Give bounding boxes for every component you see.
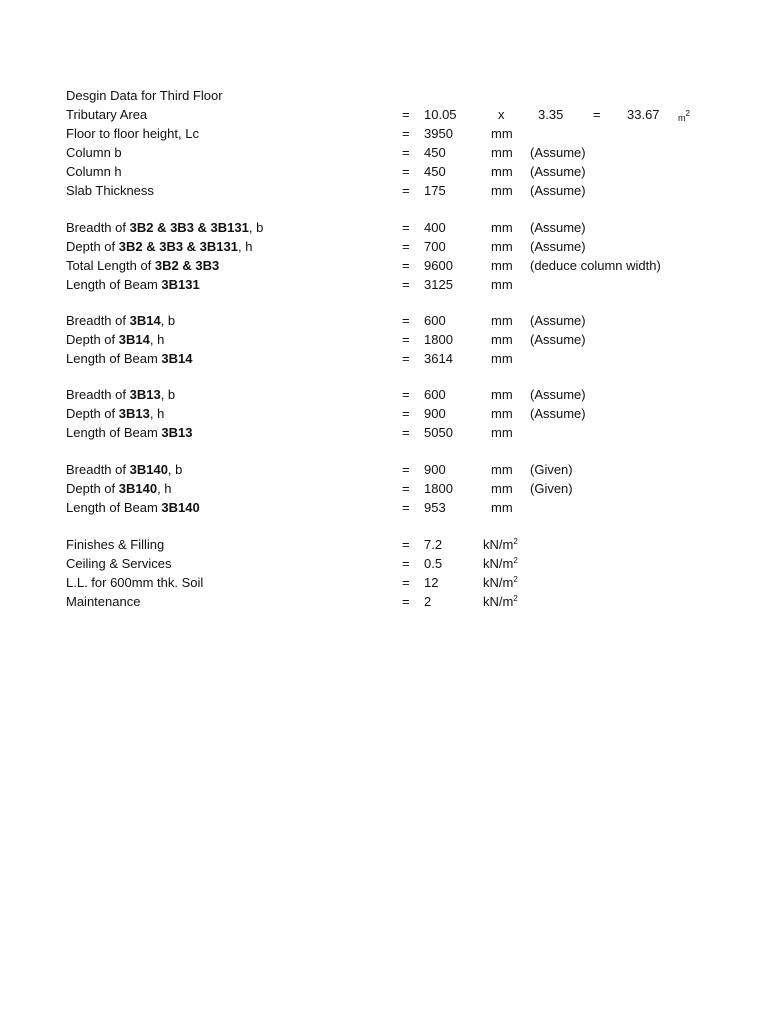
row-unit: mm <box>491 239 513 254</box>
row-note: (Given) <box>530 462 573 477</box>
load-unit: $kN/m^2$ <box>483 594 518 609</box>
row-label <box>66 313 175 329</box>
label-text: Length of Beam <box>66 277 162 292</box>
beam-id: 3B140 <box>129 462 168 477</box>
equals-sign: = <box>402 277 410 292</box>
row-value: 400 <box>424 220 446 235</box>
beam-id: 3B14 <box>118 332 150 347</box>
load-row <box>0 594 768 612</box>
row-note: (Assume) <box>530 387 586 402</box>
row-label <box>66 425 192 441</box>
beam-id: 3B2 & 3B3 & 3B131 <box>118 239 238 254</box>
equals-sign-2: = <box>593 107 601 122</box>
row-unit: mm <box>491 425 513 440</box>
row-label <box>66 258 219 274</box>
equals-sign: = <box>402 537 410 552</box>
beam-id: 3B14 <box>161 351 193 366</box>
label-text: Column b <box>66 145 122 160</box>
label-text: Length of Beam <box>66 500 162 515</box>
row-value: 3614 <box>424 351 453 366</box>
beam-id: 3B131 <box>161 277 200 292</box>
row-note: (Assume) <box>530 313 586 328</box>
equals-sign: = <box>402 500 410 515</box>
row-unit: mm <box>491 500 513 515</box>
equals-sign: = <box>402 183 410 198</box>
equals-sign: = <box>402 351 410 366</box>
equals-sign: = <box>402 332 410 347</box>
row-value: 700 <box>424 239 446 254</box>
row-unit: mm <box>491 258 513 273</box>
load-label: Maintenance <box>66 594 141 609</box>
row-unit: mm <box>491 351 513 366</box>
data-row <box>0 145 768 163</box>
equals-sign: = <box>402 258 410 273</box>
data-row <box>0 387 768 405</box>
row-note: (Given) <box>530 481 573 496</box>
data-row <box>0 500 768 518</box>
label-text: Depth of <box>66 239 119 254</box>
data-row <box>0 481 768 499</box>
label-text: Slab Thickness <box>66 183 154 198</box>
row-unit: mm <box>491 277 513 292</box>
row-unit: mm <box>491 164 513 179</box>
label-suffix: , b <box>160 387 176 402</box>
label-suffix: , h <box>238 239 253 254</box>
data-row <box>0 332 768 350</box>
load-label: L.L. for 600mm thk. Soil <box>66 575 204 590</box>
row-unit: mm <box>491 126 513 141</box>
beam-id: 3B13 <box>118 406 150 421</box>
equals-sign: = <box>402 406 410 421</box>
load-value: 12 <box>424 575 439 590</box>
load-row <box>0 556 768 574</box>
row-note: (deduce column width) <box>530 258 661 273</box>
row-label <box>66 277 200 293</box>
row-unit: mm <box>491 220 513 235</box>
equals-sign: = <box>402 313 410 328</box>
equals-sign: = <box>402 481 410 496</box>
row-unit: mm <box>491 313 513 328</box>
beam-id: 3B140 <box>161 500 200 515</box>
load-label: Finishes & Filling <box>66 537 165 552</box>
row-unit: mm <box>491 387 513 402</box>
beam-id: 3B140 <box>118 481 158 496</box>
row-unit: mm <box>491 462 513 477</box>
row-note: (Assume) <box>530 183 586 198</box>
row-label: Tributary Area <box>66 107 148 122</box>
equals-sign: = <box>402 107 410 122</box>
row-value: 5050 <box>424 425 453 440</box>
document-title: Desgin Data for Third Floor <box>66 88 223 103</box>
tributary-area-row <box>0 107 768 125</box>
label-suffix: , h <box>149 406 165 421</box>
label-suffix: , b <box>167 462 183 477</box>
label-text: Depth of <box>66 332 119 347</box>
load-value: 7.2 <box>424 537 443 552</box>
beam-id: 3B2 & 3B3 & 3B131 <box>129 220 249 235</box>
equals-sign: = <box>402 220 410 235</box>
row-label <box>66 500 200 516</box>
load-row <box>0 575 768 593</box>
label-text: Length of Beam <box>66 351 162 366</box>
row-unit: mm <box>491 481 513 496</box>
row-label <box>66 332 164 348</box>
row-value: 1800 <box>424 332 453 347</box>
load-unit: $kN/m^2$ <box>483 556 518 571</box>
row-note: (Assume) <box>530 164 586 179</box>
data-row <box>0 183 768 201</box>
beam-id: 3B2 & 3B3 <box>154 258 220 273</box>
equals-sign: = <box>402 425 410 440</box>
label-suffix: , h <box>157 481 172 496</box>
label-text: Breadth of <box>66 313 130 328</box>
equals-sign: = <box>402 556 410 571</box>
label-text: Breadth of <box>66 387 130 402</box>
equals-sign: = <box>402 462 410 477</box>
result-value: 33.67 <box>627 107 660 122</box>
row-value: 900 <box>424 462 446 477</box>
load-unit: $kN/m^2$ <box>483 537 518 552</box>
row-note: (Assume) <box>530 332 586 347</box>
equals-sign: = <box>402 239 410 254</box>
row-label <box>66 220 263 236</box>
beam-id: 3B14 <box>129 313 161 328</box>
row-value: 3125 <box>424 277 453 292</box>
label-suffix: , b <box>160 313 176 328</box>
row-note: (Assume) <box>530 239 586 254</box>
row-value: 953 <box>424 500 446 515</box>
row-value: 600 <box>424 313 446 328</box>
times-sign: x <box>498 107 505 122</box>
row-label <box>66 406 164 422</box>
data-row <box>0 258 768 276</box>
row-label <box>66 164 122 180</box>
data-row <box>0 462 768 480</box>
equals-sign: = <box>402 164 410 179</box>
row-value: 175 <box>424 183 446 198</box>
label-text: Depth of <box>66 481 119 496</box>
row-note: (Assume) <box>530 145 586 160</box>
beam-id: 3B13 <box>129 387 161 402</box>
row-value: 450 <box>424 145 446 160</box>
data-row <box>0 351 768 369</box>
load-value: 0.5 <box>424 556 443 571</box>
row-unit: mm <box>491 332 513 347</box>
load-label: Ceiling & Services <box>66 556 172 571</box>
row-value: 900 <box>424 406 446 421</box>
row-unit: mm <box>491 406 513 421</box>
row-label <box>66 145 122 161</box>
row-value: 9600 <box>424 258 453 273</box>
row-unit: mm <box>491 183 513 198</box>
equals-sign: = <box>402 387 410 402</box>
data-row <box>0 313 768 331</box>
row-label <box>66 183 154 199</box>
row-value: 3950 <box>424 126 453 141</box>
row-unit: mm <box>491 145 513 160</box>
load-unit: $kN/m^2$ <box>483 575 518 590</box>
row-label <box>66 462 182 478</box>
area-unit: $m^2$ <box>678 109 690 123</box>
data-row <box>0 164 768 182</box>
row-value: 450 <box>424 164 446 179</box>
label-text: Total Length of <box>66 258 155 273</box>
row-note: (Assume) <box>530 220 586 235</box>
label-suffix: , h <box>149 332 165 347</box>
label-text: Depth of <box>66 406 119 421</box>
data-row <box>0 239 768 257</box>
label-text: Column h <box>66 164 122 179</box>
row-label <box>66 481 172 497</box>
data-row <box>0 277 768 295</box>
label-text: Floor to floor height, Lc <box>66 126 199 141</box>
beam-id: 3B13 <box>161 425 193 440</box>
row-value: 600 <box>424 387 446 402</box>
equals-sign: = <box>402 145 410 160</box>
label-text: Length of Beam <box>66 425 162 440</box>
load-row <box>0 537 768 555</box>
data-row <box>0 220 768 238</box>
row-label <box>66 126 199 142</box>
row-note: (Assume) <box>530 406 586 421</box>
data-row <box>0 406 768 424</box>
row-label <box>66 239 252 255</box>
label-suffix: , b <box>248 220 264 235</box>
row-value: 1800 <box>424 481 453 496</box>
data-row <box>0 425 768 443</box>
data-row <box>0 126 768 144</box>
row-label <box>66 387 175 403</box>
equals-sign: = <box>402 126 410 141</box>
row-label <box>66 351 192 367</box>
row-value: 10.05 <box>424 107 457 122</box>
load-value: 2 <box>424 594 432 609</box>
label-text: Breadth of <box>66 220 130 235</box>
equals-sign: = <box>402 594 410 609</box>
label-text: Breadth of <box>66 462 130 477</box>
multiplier-value: 3.35 <box>538 107 564 122</box>
equals-sign: = <box>402 575 410 590</box>
